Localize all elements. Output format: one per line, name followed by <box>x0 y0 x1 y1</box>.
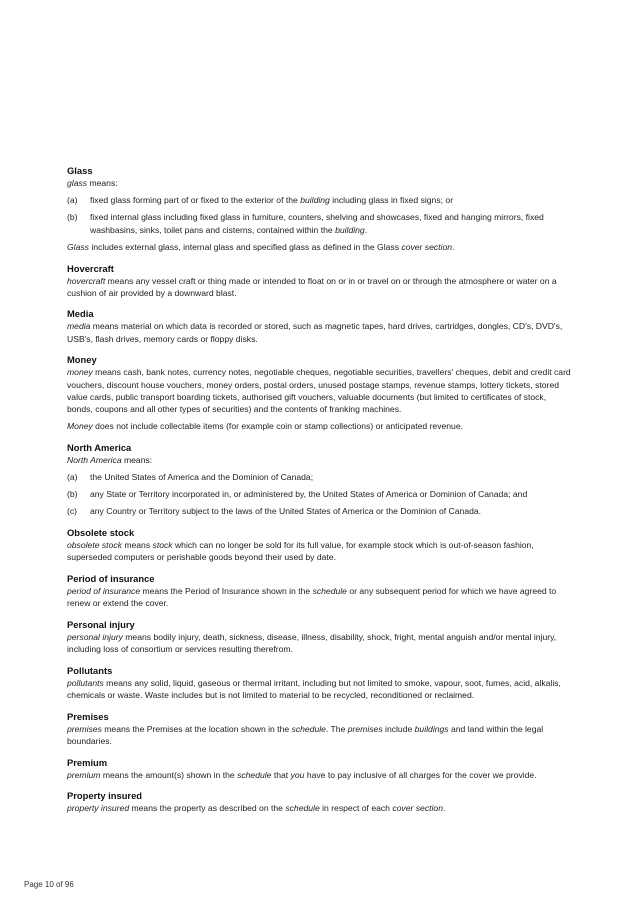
italic-run: schedule <box>291 723 326 734</box>
term-italic: pollutants <box>67 677 104 688</box>
term-title: Period of insurance <box>67 573 155 585</box>
text-run: or any subsequent period for which we have agreed to renew or extend the cover. <box>67 586 557 609</box>
term-definition <box>67 366 572 415</box>
italic-run: you <box>290 769 305 780</box>
italic-run: Money <box>67 421 93 432</box>
term-italic: personal injury <box>67 631 123 642</box>
term-definition <box>67 320 572 344</box>
definition-media <box>67 307 572 344</box>
definition-north-america <box>67 441 572 518</box>
definition-text: means material on which data is recorded or stored, such as magnetic tapes, hard drives, cartridges, dongles, CD's, DVD's, USB's, flash drives, memory cards or floppy disks. <box>67 321 563 344</box>
text-run: . The <box>325 723 348 734</box>
italic-run: Glass <box>67 241 89 252</box>
definition-period-of-insurance <box>67 572 572 609</box>
italic-run: cover section <box>392 803 443 814</box>
list-item <box>67 471 572 483</box>
item-text: any State or Territory incorporated in, or administered by, the United States of America or Dominion of Canada; and <box>90 489 528 500</box>
text-run: means the property as described on the <box>129 803 286 814</box>
italic-run: schedule <box>285 803 320 814</box>
term-italic: premises <box>67 723 102 734</box>
term-definition <box>67 631 572 655</box>
italic-run: buildings <box>414 723 449 734</box>
text-run: includes external glass, internal glass and specified glass as defined in the Glass <box>88 241 402 252</box>
term-title: Personal injury <box>67 618 135 630</box>
text-run: . <box>364 224 368 235</box>
term-definition <box>67 539 572 563</box>
item-label: (b) <box>67 489 78 500</box>
list-item <box>67 194 572 206</box>
item-text: any Country or Territory subject to the laws of the United States of America or the Dominion of Canada. <box>90 506 482 517</box>
definition-personal-injury <box>67 618 572 655</box>
term-note <box>67 241 572 253</box>
text-run: means the amount(s) shown in the <box>100 769 238 780</box>
text-run: . <box>452 241 455 252</box>
definition-text: means any solid, liquid, gaseous or thermal irritant, including but not limited to smoke, vapour, soot, fumes, acid, alkalis, chemicals or waste. Waste includes but is not limited to material to be recycled, reconditioned or reclaimed. <box>67 677 561 701</box>
text-run: fixed internal glass including fixed glass in furniture, counters, shelving and showcases, fixed and hanging mirrors, fixed washbasins, sinks, toilet pans and cisterns, contained within the <box>90 212 544 235</box>
term-italic: media <box>67 321 91 332</box>
text-run: and land within the legal boundaries. <box>67 723 544 746</box>
term-title: Premises <box>67 710 109 722</box>
list-item <box>67 488 572 500</box>
term-title: Premium <box>67 756 108 768</box>
list-item <box>67 505 572 517</box>
definition-text: means bodily injury, death, sickness, disease, illness, disability, shock, fright, mental anguish and/or mental injury, including loss of consortium or services resulting therefrom. <box>67 631 557 655</box>
term-title: Pollutants <box>67 664 113 676</box>
text-run: including glass in fixed signs; or <box>329 195 454 206</box>
term-definition <box>67 677 572 701</box>
definition-premium <box>67 756 572 781</box>
term-title: Media <box>67 308 94 320</box>
text-run: . <box>443 803 446 814</box>
text-run: which can no longer be sold for its full value, for example stock which is out-of-season fashion, superseded computers or perishable goods beyond their used by date. <box>67 540 534 563</box>
definition-glass <box>67 164 572 253</box>
text-run: have to pay inclusive of all charges for the cover we provide. <box>304 769 537 780</box>
italic-run: schedule <box>312 586 347 597</box>
text-run: means the Period of Insurance shown in the <box>140 586 313 597</box>
term-definition <box>67 275 572 299</box>
italic-run: schedule <box>237 769 272 780</box>
italic-run: stock <box>152 540 173 551</box>
term-italic: obsolete stock <box>67 540 122 551</box>
text-run: include <box>382 723 415 734</box>
term-italic: glass <box>67 178 88 188</box>
definition-text: means cash, bank notes, currency notes, negotiable cheques, negotiable securities, travellers' cheques, debit and credit card vouchers, discount house vouchers, money orders, postal orders, unused postage stamps, revenue stamps, lottery tickets, stored value cards, public transport boarding tickets, authorised gift vouchers, valuable documents (but limited to certificates of stock, bonds, coupons and all other types of securities) and the contents of franking machines. <box>67 367 571 414</box>
term-title: Property insured <box>67 790 143 802</box>
italic-run: premises <box>347 723 383 734</box>
term-definition <box>67 177 572 189</box>
text-run: in respect of each <box>319 803 393 814</box>
term-title: Hovercraft <box>67 262 114 274</box>
item-label: (b) <box>67 212 78 223</box>
term-note <box>67 420 572 432</box>
term-title: Obsolete stock <box>67 527 135 539</box>
item-label: (c) <box>67 506 78 517</box>
definition-money <box>67 353 572 432</box>
list-item <box>67 211 572 235</box>
term-definition <box>67 802 572 814</box>
term-title: North America <box>67 441 132 453</box>
term-title: Glass <box>67 165 93 176</box>
definition-obsolete-stock <box>67 526 572 563</box>
item-label: (a) <box>67 195 78 206</box>
text-run: does not include collectable items (for example coin or stamp collections) or anticipated revenue. <box>92 421 463 432</box>
term-definition <box>67 454 572 466</box>
italic-run: building <box>300 195 330 206</box>
item-text <box>90 194 572 206</box>
term-definition <box>67 585 572 609</box>
term-italic: property insured <box>67 803 130 814</box>
term-italic: North America <box>67 454 122 465</box>
definition-property-insured <box>67 789 572 814</box>
text-run: that <box>271 769 291 780</box>
italic-run: cover section <box>401 241 453 252</box>
definition-pollutants <box>67 664 572 701</box>
definition-premises <box>67 710 572 747</box>
definition-text: means: <box>121 454 153 465</box>
term-definition <box>67 723 572 747</box>
page-number: Page 10 of 96 <box>24 880 74 889</box>
term-definition <box>67 769 572 781</box>
definition-hovercraft <box>67 262 572 299</box>
text-run: fixed glass forming part of or fixed to the exterior of the <box>90 195 301 206</box>
item-text: the United States of America and the Dominion of Canada; <box>90 472 314 483</box>
definition-text: means: <box>87 178 118 188</box>
italic-run: building <box>335 224 365 235</box>
definition-text: means any vessel craft or thing made or intended to float on or in or travel on or through the atmosphere or water on a cushion of air provided by a downward blast. <box>67 275 557 298</box>
term-italic: premium <box>67 769 101 780</box>
text-run: means the Premises at the location shown in the <box>101 723 292 734</box>
term-italic: period of insurance <box>67 586 141 597</box>
item-label: (a) <box>67 472 78 483</box>
term-italic: money <box>67 367 93 378</box>
item-text <box>90 211 572 235</box>
definitions-list <box>67 164 572 823</box>
term-title: Money <box>67 354 97 366</box>
term-italic: hovercraft <box>67 275 106 286</box>
text-run: means <box>121 540 153 551</box>
